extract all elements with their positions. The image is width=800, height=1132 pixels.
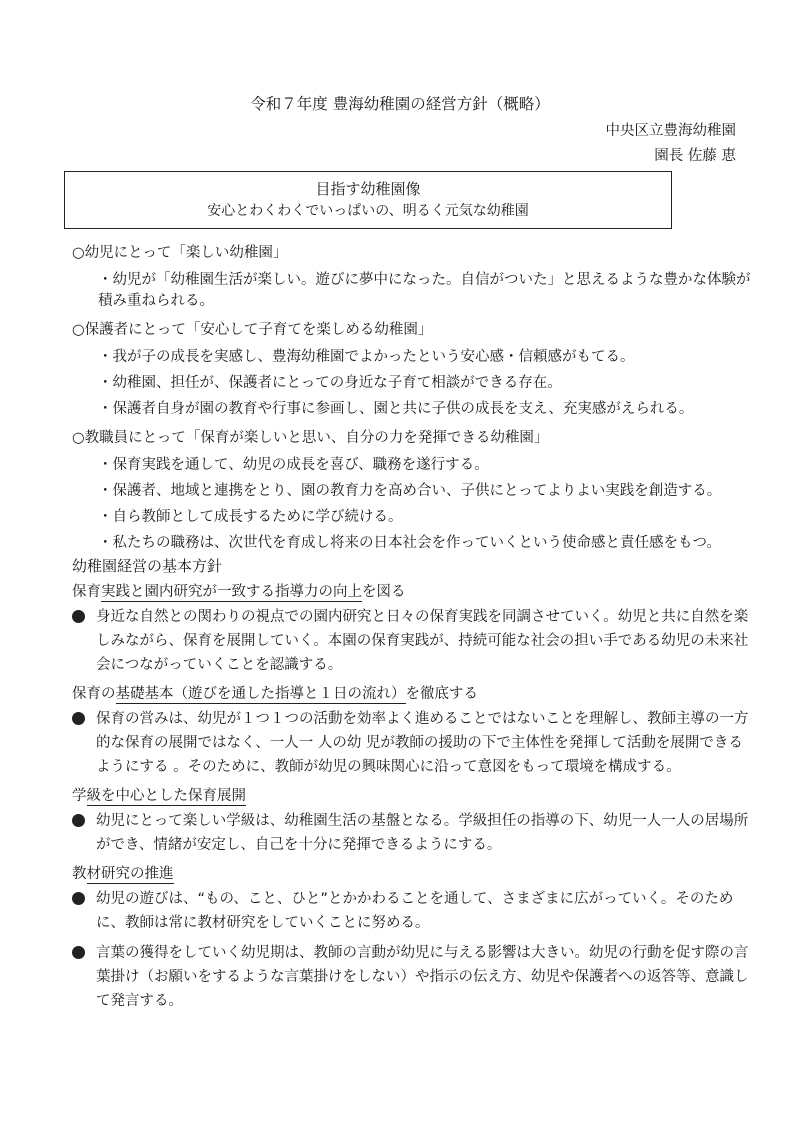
goal-item: ・保育実践を通して、幼児の成長を喜び、職務を遂行する。 — [98, 457, 489, 473]
policy-subheading — [72, 785, 246, 807]
subheading-underlined: 基礎基本（遊びを通した指導と１日の流れ） — [115, 686, 406, 702]
goal-item: ・保護者、地域と連携をとり、園の教育力を高め合い、子供にとってよりよい実践を創造する。 — [98, 483, 722, 499]
goal-heading-parents: ○保護者にとって「安心して子育てを楽しめる幼稚園」 — [72, 322, 433, 338]
page-title: 令和７年度 豊海幼稚園の経営方針（概略） — [250, 95, 550, 113]
policy-heading: 幼稚園経営の基本方針 — [72, 557, 223, 575]
goal-heading-staff: ○教職員にとって「保育が楽しいと思い、自分の力を発揮できる幼稚園」 — [72, 430, 549, 446]
subheading-underlined: 実践と園内研究が一致する指導力の向上 — [101, 584, 362, 600]
subheading-suffix: を図る — [362, 584, 406, 600]
policy-bullet — [72, 707, 752, 779]
goal-item: ・自ら教師として成長するために学び続ける。 — [98, 509, 403, 525]
bullet-text: 幼児にとって楽しい学級は、幼稚園生活の基盤となる。学級担任の指導の下、幼児一人一人の居場所ができ、情緒が安定し、自己を十分に発揮できるようにする。 — [96, 813, 749, 853]
subheading-prefix: 学 — [72, 788, 87, 804]
vision-text: 安心とわくわくでいっぱいの、明るく元気な幼稚園 — [207, 203, 529, 219]
vision-box — [64, 171, 672, 229]
subheading-prefix: 教 — [72, 866, 87, 882]
bullet-icon — [72, 814, 85, 827]
goal-heading-children: ○幼児にとって「楽しい幼稚園」 — [72, 245, 288, 261]
policy-subheading — [72, 683, 478, 705]
bullet-icon — [72, 946, 85, 959]
goal-item: ・幼児が「幼稚園生活が楽しい。遊びに夢中になった。自信がついた」と思えるような豊かな体験が積み重ねられる。 — [98, 272, 751, 309]
bullet-text: 身近な自然との関わりの視点での園内研究と日々の保育実践を同調させていく。幼児と共に自然を楽しみながら、保育を展開していく。本園の保育実践が、持続可能な社会の担い手である幼児の未来社会につながっていくことを認識する。 — [96, 609, 749, 673]
policy-section — [72, 553, 752, 1017]
subheading-underlined: 級を中心とした保育展開 — [86, 788, 246, 804]
subheading-underlined: 材研究の推進 — [86, 866, 174, 882]
goal-item: ・私たちの職務は、次世代を育成し将来の日本社会を作っていくという使命感と責任感をもつ。 — [98, 535, 721, 551]
vision-heading: 目指す幼稚園像 — [315, 180, 421, 198]
subheading-prefix: 保育 — [72, 584, 101, 600]
bullet-text: 保育の営みは、幼児が１つ１つの活動を効率よく進めることではないことを理解し、教師主導の一方的な保育の展開ではなく、一人一 人の幼 児が教師の援助の下で主体性を発揮して活動を展開できるようにする 。そのために、教師が幼児の興味関心に沿って意図をもって環境を構成する。 — [96, 711, 749, 775]
goals-section — [72, 238, 752, 559]
bullet-icon — [72, 712, 85, 725]
bullet-text: 幼児の遊びは、“もの、こと、ひと”とかかわることを通して、さまざまに広がっていく。そのために、教師は常に教材研究をしていくことに努める。 — [96, 891, 734, 931]
policy-bullet — [72, 605, 752, 677]
school-name: 中央区立豊海幼稚園 — [605, 123, 736, 139]
bullet-icon — [72, 610, 85, 623]
organization-block — [606, 119, 737, 169]
goal-item: ・我が子の成長を実感し、豊海幼稚園でよかったという安心感・信頼感がもてる。 — [98, 349, 635, 365]
policy-bullet — [72, 887, 752, 935]
bullet-icon — [72, 892, 85, 905]
policy-bullet — [72, 941, 752, 1013]
bullet-text: 言葉の獲得をしていく幼児期は、教師の言動が幼児に与える影響は大きい。幼児の行動を促す際の言葉掛け（お願いをするような言葉掛けをしない）や指示の伝え方、幼児や保護者への返答等、意識して発言する。 — [96, 945, 749, 1009]
policy-bullet — [72, 809, 752, 857]
subheading-prefix: 保育の — [72, 686, 116, 702]
policy-subheading — [72, 863, 174, 885]
subheading-suffix: を徹底する — [405, 686, 478, 702]
policy-subheading — [72, 581, 406, 603]
principal-name: 園長 佐藤 恵 — [654, 148, 736, 164]
goal-item: ・幼稚園、担任が、保護者にとっての身近な子育て相談ができる存在。 — [98, 375, 562, 391]
goal-item: ・保護者自身が園の教育や行事に参画し、園と共に子供の成長を支え、充実感がえられる。 — [98, 401, 694, 417]
